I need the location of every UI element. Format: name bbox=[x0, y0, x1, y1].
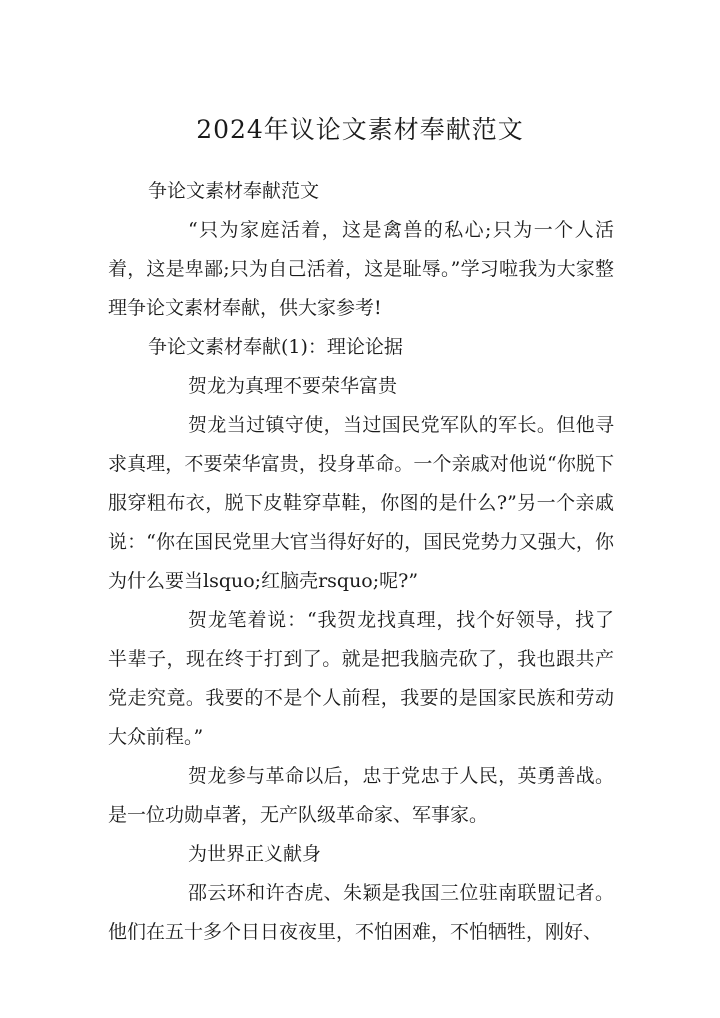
body-paragraph: 邵云环和许杏虎、朱颖是我国三位驻南联盟记者。他们在五十多个日日夜夜里，不怕困难，不怕牺牲，刚好、 bbox=[108, 882, 614, 943]
body-paragraph: 贺龙参与革命以后，忠于党忠于人民，英勇善战。是一位功勋卓著，无产队级革命家、军事家。 bbox=[108, 765, 614, 826]
section-heading: 争论文素材奉献范文 bbox=[148, 180, 320, 202]
body-paragraph: 贺龙笔着说：“我贺龙找真理，找个好领导，找了半辈子，现在终于打到了。就是把我脑壳砍了，我也跟共产党走究竟。我要的不是个人前程，我要的是国家民族和劳动大众前程。” bbox=[108, 609, 614, 748]
subsection-heading: 争论文素材奉献(1)：理论论据 bbox=[148, 336, 403, 358]
story-heading: 为世界正义献身 bbox=[188, 843, 322, 865]
story-heading: 贺龙为真理不要荣华富贵 bbox=[188, 375, 398, 397]
document-title: 2024年议论文素材奉献范文 bbox=[196, 115, 524, 144]
intro-paragraph: “只为家庭活着，这是禽兽的私心;只为一个人活着，这是卑鄙;只为自己活着，这是耻辱。”学习啦我为大家整理争论文素材奉献，供大家参考! bbox=[108, 219, 614, 319]
body-paragraph: 贺龙当过镇守使，当过国民党军队的军长。但他寻求真理，不要荣华富贵，投身革命。一个亲戚对他说“你脱下服穿粗布衣，脱下皮鞋穿草鞋，你图的是什么?”另一个亲戚说：“你在国民党里大官当得好好的，国民党势力又强大，你为什么要当lsquo;红脑壳rsquo;呢?” bbox=[108, 414, 614, 592]
